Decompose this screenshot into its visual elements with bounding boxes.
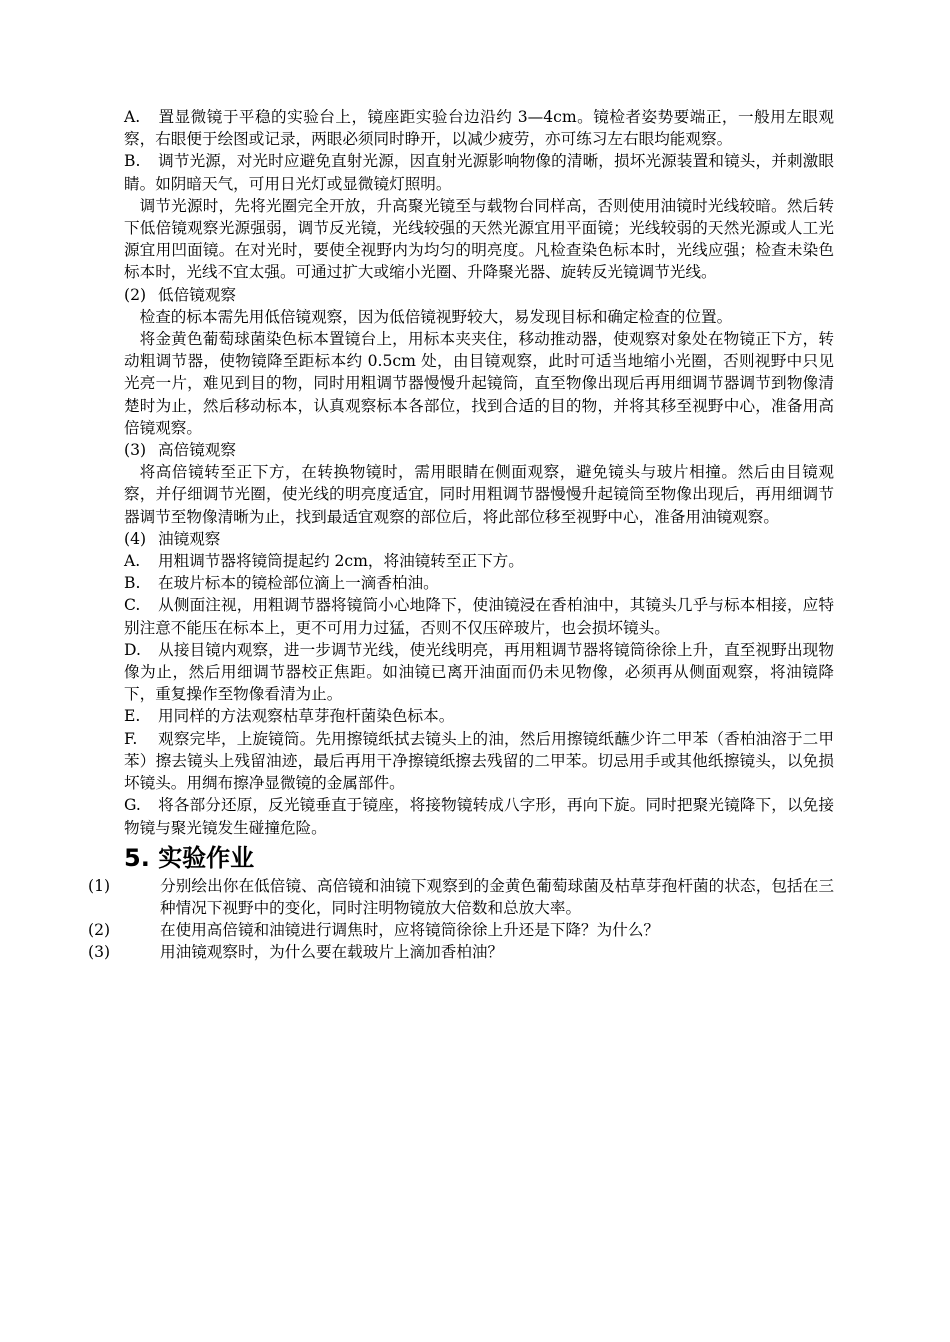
item-label: A. [124, 108, 141, 126]
high-power-heading [124, 439, 834, 461]
item-label: E. [124, 707, 141, 726]
item-label: (4) [124, 529, 147, 548]
item-text: 将各部分还原，反光镜垂直于镜座，将接物镜转成八字形，再向下旋。同时把聚光镜降下，以免接物镜与聚光镜发生碰撞危险。 [124, 796, 834, 837]
item-text: 从接目镜内观察，进一步调节光线，使光线明亮，再用粗调节器将镜筒徐徐上升，直至视野出现物像为止，然后用细调节器校正焦距。如油镜已离开油面而仍未见物像，必须再从侧面观察，将油镜降下，重复操作至物像看清为止。 [124, 640, 834, 704]
section-title: 实验作业 [158, 843, 255, 872]
homework-item [88, 941, 834, 963]
item-text: 在玻片标本的镜检部位滴上一滴香柏油。 [158, 574, 439, 593]
item-label: (2) [88, 921, 111, 940]
item-text: 用油镜观察时，为什么要在载玻片上滴加香柏油？ [160, 943, 504, 962]
oil-immersion-heading [124, 528, 834, 550]
step-a-paragraph [124, 106, 834, 150]
item-label: (3) [88, 943, 111, 962]
item-text: 用粗调节器将镜筒提起约 2cm，将油镜转至正下方。 [158, 552, 524, 571]
section-heading [124, 841, 834, 875]
item-label: B. [124, 152, 141, 171]
oil-step-e [124, 705, 834, 727]
item-label: (2) [124, 285, 147, 304]
item-label: D. [124, 640, 141, 659]
item-label: (1) [88, 876, 111, 895]
oil-step-d [124, 639, 834, 706]
low-power-procedure-paragraph: 将金黄色葡萄球菌染色标本置镜台上，用标本夹夹住，移动推动器，使观察对象处在物镜正下方，转动粗调节器，使物镜降至距标本约 0.5cm 处，由目镜观察，此时可适当地缩小光圈，否则视野中只见光亮一片，难见到目的物，同时用粗调节器慢慢升起镜筒，直至物像出现后再用细调节器调节到物像清楚时为止，然后移动标本，认真观察标本各部位，找到合适的目的物，并将其移至视野中心，准备用高倍镜观察。 [124, 330, 834, 437]
item-text: 高倍镜观察 [158, 441, 236, 460]
item-label: G. [124, 796, 141, 815]
oil-step-b [124, 572, 834, 594]
oil-step-f [124, 728, 834, 795]
homework-item [88, 919, 834, 941]
item-text: 调节光源，对光时应避免直射光源，因直射光源影响物像的清晰，损坏光源装置和镜头，并刺激眼睛。如阴暗天气，可用日光灯或显微镜灯照明。 [124, 152, 834, 193]
low-power-heading [124, 284, 834, 306]
light-adjust-paragraph: 调节光源时，先将光圈完全开放，升高聚光镜至与载物台同样高，否则使用油镜时光线较暗。然后转下低倍镜观察光源强弱，调节反光镜，光线较强的天然光源宜用平面镜；光线较弱的天然光源或人工光源宜用凹面镜。在对光时，要使全视野内为均匀的明亮度。凡检查染色标本时，光线应强；检查未染色标本时，光线不宜太强。可通过扩大或缩小光圈、升降聚光器、旋转反光镜调节光线。 [124, 196, 834, 282]
low-power-intro-paragraph: 检查的标本需先用低倍镜观察，因为低倍镜视野较大，易发现目标和确定检查的位置。 [139, 307, 733, 326]
item-label: A. [124, 552, 141, 571]
item-text: 油镜观察 [158, 529, 221, 548]
oil-step-a [124, 550, 834, 572]
item-text: 分别绘出你在低倍镜、高倍镜和油镜下观察到的金黄色葡萄球菌及枯草芽孢杆菌的状态，包括在三种情况下视野中的变化，同时注明物镜放大倍数和总放大率。 [160, 876, 834, 917]
item-label: C. [124, 596, 141, 615]
item-label: (3) [124, 441, 147, 460]
item-text: 用同样的方法观察枯草芽孢杆菌染色标本。 [158, 707, 455, 726]
oil-step-c [124, 594, 834, 638]
item-text: 在使用高倍镜和油镜进行调焦时，应将镜筒徐徐上升还是下降？为什么？ [160, 921, 660, 940]
item-label: B. [124, 574, 141, 593]
item-label: F. [124, 729, 138, 748]
high-power-procedure-paragraph: 将高倍镜转至正下方，在转换物镜时，需用眼睛在侧面观察，避免镜头与玻片相撞。然后由目镜观察，并仔细调节光圈，使光线的明亮度适宜，同时用粗调节器慢慢升起镜筒至物像出现后，再用细调节器调节至物像清晰为止，找到最适宜观察的部位后，将此部位移至视野中心，准备用油镜观察。 [124, 463, 834, 526]
step-b-paragraph [124, 150, 834, 194]
document-page [88, 106, 834, 964]
oil-step-g [124, 794, 834, 838]
item-text: 观察完毕，上旋镜筒。先用擦镜纸拭去镜头上的油，然后用擦镜纸蘸少许二甲苯（香柏油溶于二甲苯）擦去镜头上残留油迹，最后再用干净擦镜纸擦去残留的二甲苯。切忌用手或其他纸擦镜头，以免损坏镜头。用绸布擦净显微镜的金属部件。 [124, 729, 834, 793]
homework-item [88, 875, 834, 919]
item-text: 从侧面注视，用粗调节器将镜筒小心地降下，使油镜浸在香柏油中，其镜头几乎与标本相接，应特别注意不能压在标本上，更不可用力过猛，否则不仅压碎玻片，也会损坏镜头。 [124, 596, 834, 637]
item-text: 置显微镜于平稳的实验台上，镜座距实验台边沿约 3—4cm。镜检者姿势要端正，一般用左眼观察，右眼便于绘图或记录，两眼必须同时睁开，以减少疲劳，亦可练习左右眼均能观察。 [124, 108, 834, 149]
section-number: 5. [124, 843, 150, 872]
item-text: 低倍镜观察 [158, 285, 236, 304]
